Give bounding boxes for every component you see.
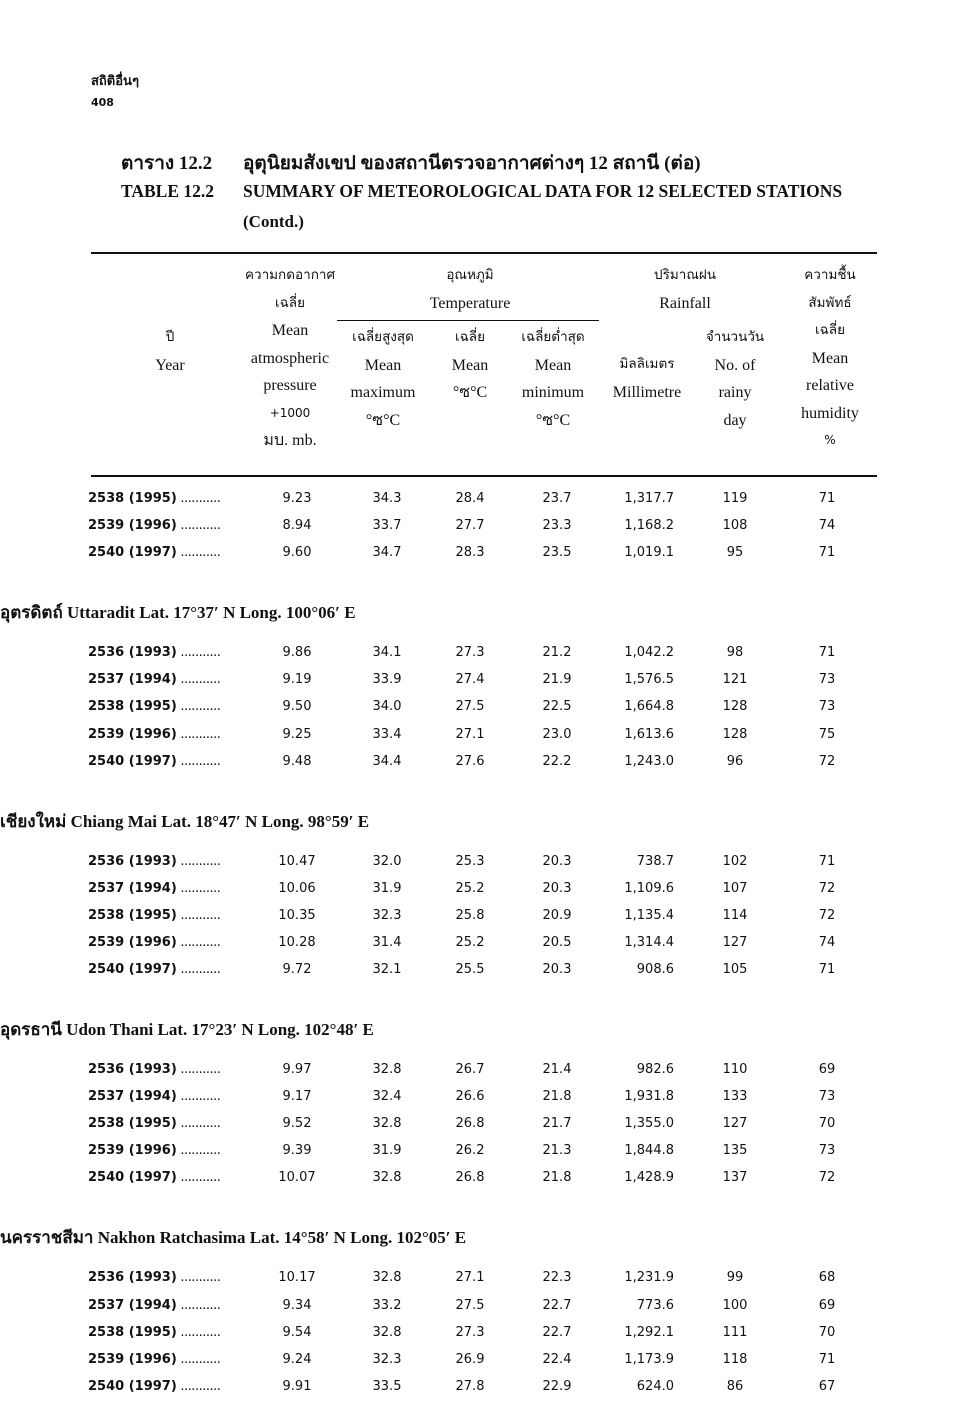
pressure-cell: 9.54	[282, 1324, 312, 1340]
rainy-days-cell: 111	[722, 1324, 748, 1340]
mean-maximum-cell: 34.4	[372, 753, 402, 769]
year-cell	[88, 881, 220, 896]
humidity-cell: 74	[818, 518, 836, 534]
rainy-days-cell: 128	[722, 726, 748, 742]
year-cell	[88, 491, 220, 506]
header-year: ปี Year	[155, 329, 185, 374]
mean-temperature-cell: 25.5	[455, 962, 485, 977]
leader-dots: ...........	[176, 1351, 221, 1367]
table-row	[0, 491, 966, 518]
leader-dots: ...........	[176, 934, 221, 950]
year-label: 2540 (1997)	[88, 753, 177, 769]
mean-temperature-cell: 27.6	[455, 753, 485, 769]
rainfall-cell: 1,231.9	[624, 1270, 674, 1286]
humidity-cell: 72	[818, 907, 836, 923]
year-label: 2536 (1993)	[88, 645, 177, 661]
year-label: 2540 (1997)	[88, 1378, 177, 1394]
leader-dots: ...........	[176, 1143, 221, 1159]
mean-minimum-cell: 23.5	[542, 545, 572, 561]
mean-temperature-cell: 27.5	[455, 699, 485, 715]
rainy-days-cell: 135	[722, 1143, 748, 1159]
humidity-cell: 74	[818, 934, 836, 950]
rainy-days-cell: 99	[726, 1270, 744, 1286]
table-row	[0, 881, 966, 908]
rainy-days-cell: 114	[722, 907, 748, 923]
humidity-cell: 68	[818, 1270, 836, 1286]
table-row	[0, 1352, 966, 1379]
humidity-cell: 71	[818, 853, 836, 869]
humidity-cell: 71	[818, 645, 836, 661]
table-row	[0, 962, 966, 989]
header-bottom-rule	[91, 475, 877, 477]
mean-temperature-cell: 28.4	[455, 491, 485, 506]
humidity-cell: 73	[818, 1089, 836, 1105]
leader-dots: ...........	[176, 545, 221, 561]
mean-temperature-cell: 27.1	[455, 1270, 485, 1286]
leader-dots: ...........	[176, 1378, 221, 1394]
header-relative-humidity: ความชื้น สัมพัทธ์ เฉลี่ย Mean relative humidity %	[801, 267, 859, 447]
pressure-cell: 9.39	[282, 1143, 312, 1159]
pressure-cell: 10.28	[278, 934, 316, 950]
rainfall-cell: 1,109.6	[624, 880, 674, 896]
mean-temperature-cell: 25.3	[455, 853, 485, 869]
mean-temperature-cell: 25.8	[455, 907, 485, 923]
table-row	[0, 645, 966, 672]
rainfall-cell: 1,314.4	[624, 934, 674, 950]
leader-dots: ...........	[176, 726, 221, 742]
mean-temperature-cell: 27.3	[455, 1324, 485, 1340]
humidity-cell: 72	[818, 880, 836, 896]
rainfall-cell: 1,173.9	[624, 1351, 674, 1367]
table-row	[0, 854, 966, 881]
mean-minimum-cell: 21.7	[542, 1116, 572, 1132]
humidity-cell: 71	[818, 491, 836, 506]
rainfall-cell: 738.7	[636, 853, 674, 869]
header-mean-minimum: เฉลี่ยต่ำสุด Mean minimum °ซ°C	[521, 329, 585, 429]
year-cell	[88, 1379, 220, 1394]
leader-dots: ...........	[176, 1089, 221, 1105]
year-cell	[88, 1089, 220, 1104]
table-contd: (Contd.)	[243, 212, 304, 231]
mean-temperature-cell: 27.1	[455, 726, 485, 742]
rainy-days-cell: 100	[722, 1297, 748, 1313]
rainy-days-cell: 121	[722, 672, 748, 688]
year-cell	[88, 962, 220, 977]
year-cell	[88, 545, 220, 560]
leader-dots: ...........	[176, 1270, 221, 1286]
mean-temperature-cell: 28.3	[455, 545, 485, 561]
rainfall-cell: 1,931.8	[624, 1089, 674, 1105]
mean-maximum-cell: 32.0	[372, 853, 402, 869]
header-top-rule	[91, 252, 877, 254]
pressure-cell: 10.06	[278, 880, 316, 896]
year-label: 2538 (1995)	[88, 1116, 177, 1132]
rainy-days-cell: 118	[722, 1351, 748, 1367]
year-cell	[88, 1270, 220, 1285]
rainy-days-cell: 105	[722, 962, 748, 977]
rainfall-cell: 1,664.8	[624, 699, 674, 715]
mean-maximum-cell: 33.9	[372, 672, 402, 688]
station-heading: อุดรธานี Udon Thani Lat. 17°23′ N Long. 102°48′ E	[0, 1020, 374, 1039]
rainy-days-cell: 127	[722, 934, 748, 950]
rainfall-cell: 1,168.2	[624, 518, 674, 534]
mean-minimum-cell: 22.4	[542, 1351, 572, 1367]
humidity-cell: 67	[818, 1378, 836, 1394]
rainy-days-cell: 96	[726, 753, 744, 769]
year-label: 2536 (1993)	[88, 1062, 177, 1077]
leader-dots: ...........	[176, 491, 221, 506]
year-label: 2538 (1995)	[88, 1324, 177, 1340]
mean-maximum-cell: 33.7	[372, 518, 402, 534]
mean-maximum-cell: 32.8	[372, 1270, 402, 1286]
humidity-cell: 72	[818, 753, 836, 769]
mean-maximum-cell: 32.4	[372, 1089, 402, 1105]
year-cell	[88, 1062, 220, 1077]
leader-dots: ...........	[176, 518, 221, 534]
rainfall-cell: 1,576.5	[624, 672, 674, 688]
year-cell	[88, 1298, 220, 1313]
pressure-cell: 9.72	[282, 962, 312, 977]
mean-minimum-cell: 21.2	[542, 645, 572, 661]
year-cell	[88, 727, 220, 742]
table-row	[0, 1379, 966, 1406]
mean-temperature-cell: 25.2	[455, 934, 485, 950]
year-cell	[88, 1143, 220, 1158]
humidity-cell: 73	[818, 699, 836, 715]
pressure-cell: 9.17	[282, 1089, 312, 1105]
mean-minimum-cell: 22.7	[542, 1324, 572, 1340]
leader-dots: ...........	[176, 645, 221, 661]
mean-maximum-cell: 34.7	[372, 545, 402, 561]
header-temperature-group: อุณหภูมิ Temperature	[429, 267, 511, 312]
mean-maximum-cell: 31.9	[372, 1143, 402, 1159]
humidity-cell: 70	[818, 1116, 836, 1132]
mean-maximum-cell: 32.1	[372, 962, 402, 977]
year-cell	[88, 518, 220, 533]
mean-temperature-cell: 26.7	[455, 1062, 485, 1077]
leader-dots: ...........	[176, 880, 221, 896]
year-cell	[88, 1116, 220, 1131]
rainfall-cell: 773.6	[636, 1297, 674, 1313]
pressure-cell: 9.48	[282, 753, 312, 769]
rainfall-cell: 1,317.7	[624, 491, 674, 506]
mean-temperature-cell: 27.4	[455, 672, 485, 688]
rainy-days-cell: 107	[722, 880, 748, 896]
leader-dots: ...........	[176, 672, 221, 688]
pressure-cell: 8.94	[282, 518, 312, 534]
table-row	[0, 699, 966, 726]
year-cell	[88, 699, 220, 714]
table-row	[0, 1062, 966, 1089]
header-rainfall-group: ปริมาณฝน Rainfall	[654, 267, 716, 312]
year-label: 2539 (1996)	[88, 1351, 177, 1367]
mean-temperature-cell: 26.8	[455, 1170, 485, 1186]
mean-minimum-cell: 20.9	[542, 907, 572, 923]
mean-temperature-cell: 27.5	[455, 1297, 485, 1313]
leader-dots: ...........	[176, 1324, 221, 1340]
mean-minimum-cell: 22.5	[542, 699, 572, 715]
page-number: 408	[91, 96, 114, 109]
leader-dots: ...........	[176, 1297, 221, 1313]
station-heading: เชียงใหม่ Chiang Mai Lat. 18°47′ N Long. 98°59′ E	[0, 811, 370, 831]
header-pressure: ความกดอากาศ เฉลี่ย Mean atmospheric pressure +1000 มบ. mb.	[244, 267, 336, 449]
rainy-days-cell: 98	[726, 645, 744, 661]
year-cell	[88, 645, 220, 660]
year-label: 2538 (1995)	[88, 699, 177, 715]
humidity-cell: 72	[818, 1170, 836, 1186]
mean-maximum-cell: 32.8	[372, 1324, 402, 1340]
year-cell	[88, 854, 220, 869]
humidity-cell: 69	[818, 1062, 836, 1077]
table-row	[0, 1270, 966, 1297]
pressure-cell: 10.07	[278, 1170, 316, 1186]
year-cell	[88, 1170, 220, 1185]
pressure-cell: 9.19	[282, 672, 312, 688]
mean-temperature-cell: 26.6	[455, 1089, 485, 1105]
mean-minimum-cell: 21.4	[542, 1062, 572, 1077]
rainy-days-cell: 102	[722, 853, 748, 869]
mean-maximum-cell: 33.5	[372, 1378, 402, 1394]
mean-maximum-cell: 34.3	[372, 491, 402, 506]
temperature-group-rule	[337, 320, 599, 321]
table-title-english-text: SUMMARY OF METEOROLOGICAL DATA FOR 12 SELECTED STATIONS	[243, 181, 843, 201]
table-row	[0, 1116, 966, 1143]
year-cell	[88, 672, 220, 687]
mean-minimum-cell: 20.3	[542, 962, 572, 977]
table-title-thai	[121, 148, 701, 178]
humidity-cell: 70	[818, 1324, 836, 1340]
pressure-cell: 9.25	[282, 726, 312, 742]
mean-minimum-cell: 23.3	[542, 518, 572, 534]
mean-minimum-cell: 23.0	[542, 726, 572, 742]
rainfall-cell: 1,428.9	[624, 1170, 674, 1186]
rainfall-cell: 1,844.8	[624, 1143, 674, 1159]
rainfall-cell: 1,355.0	[624, 1116, 674, 1132]
year-label: 2539 (1996)	[88, 518, 177, 534]
table-row	[0, 1325, 966, 1352]
mean-temperature-cell: 26.8	[455, 1116, 485, 1132]
pressure-cell: 9.97	[282, 1062, 312, 1077]
rainfall-cell: 624.0	[636, 1378, 674, 1394]
table-row	[0, 908, 966, 935]
table-row	[0, 1170, 966, 1197]
mean-minimum-cell: 21.9	[542, 672, 572, 688]
table-row	[0, 545, 966, 572]
pressure-cell: 9.24	[282, 1351, 312, 1367]
header-mean-maximum: เฉลี่ยสูงสุด Mean maximum °ซ°C	[350, 329, 416, 429]
rainfall-cell: 1,292.1	[624, 1324, 674, 1340]
rainfall-cell: 1,243.0	[624, 753, 674, 769]
mean-minimum-cell: 23.7	[542, 491, 572, 506]
year-cell	[88, 1325, 220, 1340]
table-row	[0, 935, 966, 962]
rainy-days-cell: 95	[726, 545, 744, 561]
year-label: 2540 (1997)	[88, 545, 177, 561]
year-cell	[88, 1352, 220, 1367]
mean-maximum-cell: 32.8	[372, 1062, 402, 1077]
table-row	[0, 754, 966, 781]
mean-maximum-cell: 32.8	[372, 1170, 402, 1186]
rainfall-cell: 1,019.1	[624, 545, 674, 561]
humidity-cell: 71	[818, 545, 836, 561]
rainfall-cell: 1,042.2	[624, 645, 674, 661]
table-row	[0, 727, 966, 754]
leader-dots: ...........	[176, 1170, 221, 1186]
table-row	[0, 1143, 966, 1170]
mean-temperature-cell: 26.9	[455, 1351, 485, 1367]
mean-maximum-cell: 34.0	[372, 699, 402, 715]
pressure-cell: 9.34	[282, 1297, 312, 1313]
year-label: 2539 (1996)	[88, 1143, 177, 1159]
year-label: 2537 (1994)	[88, 1089, 177, 1105]
pressure-cell: 9.23	[282, 491, 312, 506]
pressure-cell: 10.47	[278, 853, 316, 869]
humidity-cell: 73	[818, 1143, 836, 1159]
header-rainy-days: จำนวนวัน No. of rainy day	[705, 329, 765, 429]
leader-dots: ...........	[176, 853, 221, 869]
table-row	[0, 518, 966, 545]
mean-minimum-cell: 20.3	[542, 880, 572, 896]
mean-temperature-cell: 25.2	[455, 880, 485, 896]
rainy-days-cell: 127	[722, 1116, 748, 1132]
mean-maximum-cell: 32.3	[372, 907, 402, 923]
year-label: 2540 (1997)	[88, 1170, 177, 1186]
table-row	[0, 672, 966, 699]
leader-dots: ...........	[176, 907, 221, 923]
year-label: 2540 (1997)	[88, 962, 177, 977]
leader-dots: ...........	[176, 1062, 221, 1077]
table-row	[0, 1298, 966, 1325]
year-label: 2538 (1995)	[88, 491, 177, 506]
mean-maximum-cell: 31.9	[372, 880, 402, 896]
mean-minimum-cell: 20.3	[542, 853, 572, 869]
pressure-cell: 9.52	[282, 1116, 312, 1132]
rainy-days-cell: 119	[722, 491, 748, 506]
rainfall-cell: 1,135.4	[624, 907, 674, 923]
leader-dots: ...........	[176, 753, 221, 769]
humidity-cell: 71	[818, 1351, 836, 1367]
year-cell	[88, 754, 220, 769]
pressure-cell: 9.91	[282, 1378, 312, 1394]
rainy-days-cell: 110	[722, 1062, 748, 1077]
rainfall-cell: 982.6	[636, 1062, 674, 1077]
running-head: สถิติอื่นๆ	[91, 74, 139, 89]
table-number-english: TABLE 12.2	[121, 181, 215, 201]
rainy-days-cell: 133	[722, 1089, 748, 1105]
year-label: 2536 (1993)	[88, 853, 177, 869]
year-cell	[88, 908, 220, 923]
table-title-thai-text: อุตุนิยมสังเขป ของสถานีตรวจอากาศต่างๆ 12 สถานี (ต่อ)	[243, 153, 701, 174]
mean-maximum-cell: 31.4	[372, 934, 402, 950]
pressure-cell: 9.60	[282, 545, 312, 561]
mean-maximum-cell: 33.2	[372, 1297, 402, 1313]
mean-minimum-cell: 22.9	[542, 1378, 572, 1394]
year-label: 2539 (1996)	[88, 726, 177, 742]
mean-temperature-cell: 27.7	[455, 518, 485, 534]
year-label: 2539 (1996)	[88, 934, 177, 950]
mean-minimum-cell: 22.7	[542, 1297, 572, 1313]
mean-minimum-cell: 21.3	[542, 1143, 572, 1159]
mean-minimum-cell: 22.2	[542, 753, 572, 769]
mean-maximum-cell: 32.8	[372, 1116, 402, 1132]
mean-minimum-cell: 21.8	[542, 1170, 572, 1186]
station-heading: นครราชสีมา Nakhon Ratchasima Lat. 14°58′ N Long. 102°05′ E	[0, 1228, 467, 1248]
rainy-days-cell: 137	[722, 1170, 748, 1186]
pressure-cell: 10.35	[278, 907, 316, 923]
pressure-cell: 10.17	[278, 1270, 316, 1286]
station-heading: อุตรดิตถ์ Uttaradit Lat. 17°37′ N Long. 100°06′ E	[0, 603, 356, 623]
mean-temperature-cell: 27.3	[455, 645, 485, 661]
year-cell	[88, 935, 220, 950]
year-label: 2537 (1994)	[88, 672, 177, 688]
header-millimetre: มิลลิเมตร Millimetre	[612, 356, 682, 401]
leader-dots: ...........	[176, 1116, 221, 1132]
pressure-cell: 9.86	[282, 645, 312, 661]
mean-temperature-cell: 27.8	[455, 1378, 485, 1394]
rainy-days-cell: 108	[722, 518, 748, 534]
mean-maximum-cell: 34.1	[372, 645, 402, 661]
year-label: 2536 (1993)	[88, 1270, 177, 1286]
mean-maximum-cell: 32.3	[372, 1351, 402, 1367]
rainfall-cell: 908.6	[636, 962, 674, 977]
year-label: 2537 (1994)	[88, 1297, 177, 1313]
year-label: 2537 (1994)	[88, 880, 177, 896]
year-label: 2538 (1995)	[88, 907, 177, 923]
rainy-days-cell: 86	[726, 1378, 744, 1394]
humidity-cell: 73	[818, 672, 836, 688]
mean-temperature-cell: 26.2	[455, 1143, 485, 1159]
table-number-thai: ตาราง 12.2	[121, 153, 213, 174]
mean-maximum-cell: 33.4	[372, 726, 402, 742]
leader-dots: ...........	[176, 962, 221, 977]
mean-minimum-cell: 20.5	[542, 934, 572, 950]
rainfall-cell: 1,613.6	[624, 726, 674, 742]
header-mean-temperature: เฉลี่ย Mean °ซ°C	[451, 329, 489, 401]
humidity-cell: 71	[818, 962, 836, 977]
table-row	[0, 1089, 966, 1116]
humidity-cell: 75	[818, 726, 836, 742]
pressure-cell: 9.50	[282, 699, 312, 715]
leader-dots: ...........	[176, 699, 221, 715]
table-title-english	[121, 181, 842, 202]
rainy-days-cell: 128	[722, 699, 748, 715]
mean-minimum-cell: 21.8	[542, 1089, 572, 1105]
humidity-cell: 69	[818, 1297, 836, 1313]
mean-minimum-cell: 22.3	[542, 1270, 572, 1286]
